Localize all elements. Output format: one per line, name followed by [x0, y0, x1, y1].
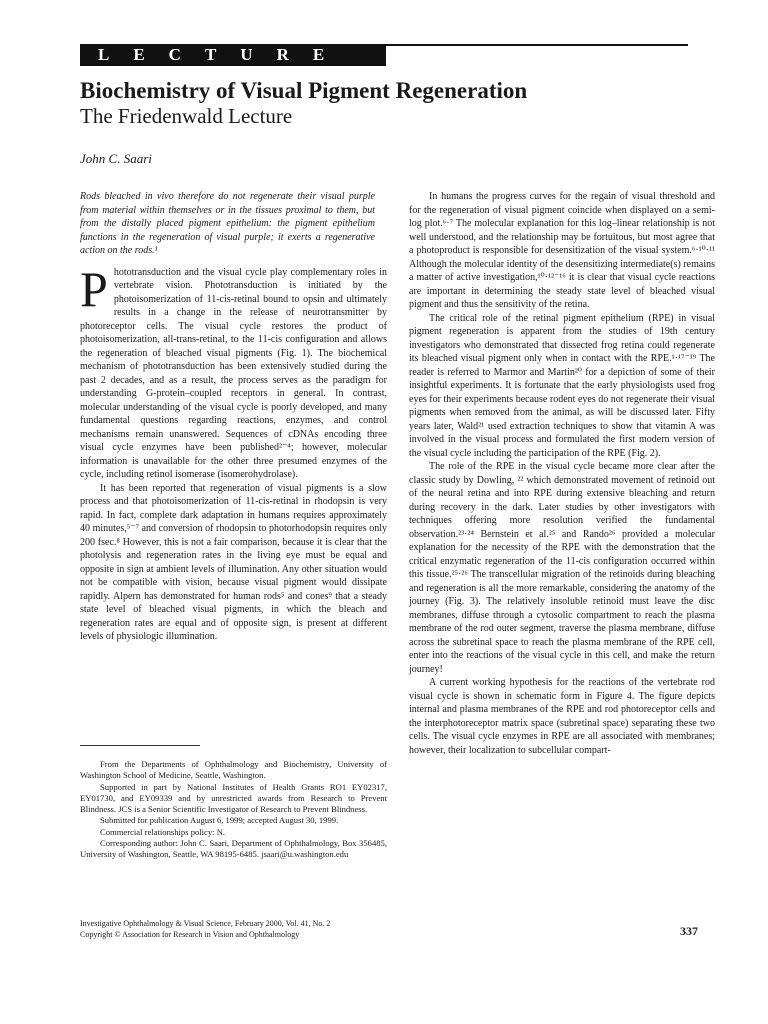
paragraph: It has been reported that regeneration of visual pigments is a slow process and that photoisomerization of 11-cis-retinal in rhodopsin is very rapid. In fact, complete dark adaptation in humans requires approximately 40 minutes,⁵⁻⁷ and conversion of rhodopsin to photorhodopsin requires only 200 fsec.⁸ However, this is not a fair comparison, because it is clear that the photolysis and regeneration rates in the living eye must be equal and opposite in sign at ambient levels of illumination. Any other situation would not be compatible with vision, because visual pigment would dissipate rapidly. Alpern has demonstrated for human rods⁵ and cones⁹ that a steady state level of bleached visual pigments, in which the bleach and regeneration rates are equal and of opposite sign, is present at different levels of physiologic illumination.	[80, 482, 387, 642]
page-number: 337	[680, 924, 698, 938]
paragraph: The critical role of the retinal pigment epithelium (RPE) in visual pigment regeneration is apparent from the studies of 19th century investigators who demonstrated that dissected frog retina could regenerate its bleached visual pigment only when in contact with the RPE.¹·¹⁷⁻¹⁹ The reader is referred to Marmor and Martin²⁰ for a depiction of some of their insightful experiments. It is fortunate that the early physiologists used frog eyes for their experiments because rodent eyes do not regenerate their visual pigments when removed from the animal, as will be discussed later. Fifty years later, Wald²¹ used extraction techniques to show that vitamin A was involved in the visual process and formulated the first modern version of the visual cycle including the participation of the RPE (Fig. 2).	[409, 312, 715, 459]
footnote-affiliation: From the Departments of Ophthalmology and Biochemistry, University of Washington School of Medicine, Seattle, Washington.	[80, 759, 387, 781]
section-label: LECTURE	[98, 45, 349, 64]
paragraph: A current working hypothesis for the reactions of the vertebrate rod visual cycle is shown in schematic form in Figure 4. The figure depicts internal and plasma membranes of the RPE and rod photoreceptor cells and the interphotoreceptor matrix space (subretinal space) separating these two cells. The visual cycle enzymes in RPE are all associated with membranes; however, their localization to subcellular compart-	[409, 677, 715, 756]
footnote-submission: Submitted for publication August 6, 1999; accepted August 30, 1999.	[100, 815, 339, 826]
drop-cap: P	[80, 260, 108, 317]
footnote-relationships: Commercial relationships policy: N.	[100, 826, 226, 837]
paragraph-text: hototransduction and the visual cycle play complementary roles in vertebrate vision. Phototransduction is initiated by the photoisomerization of 11-cis-retinal bound to opsin and ultimately results in a change in the release of neurotransmitter by photoreceptor cells. The visual cycle restores the product of photoisomerization, all-trans-retinal, to the 11-cis configuration and allows the regeneration of bleached visual pigments (Fig. 1). The biochemical mechanism of phototransduction has been extensively studied during the past 2 decades, and as a result, the process serves as the paradigm for understanding G-protein–coupled receptors in general. In contrast, molecular understanding of the visual cycle is poorly developed, and many fundamental questions regarding reactions, enzymes, and control mechanisms remain unanswered. Sequences of cDNAs encoding three visual cycle enzymes have been published²⁻⁴; however, molecular information is unavailable for the other three presumed enzymes of the cycle, including retinol isomerase (isomerohydrolase).	[80, 266, 387, 480]
article-subtitle: The Friedenwald Lecture	[80, 104, 293, 128]
journal-name: Investigative Ophthalmology & Visual Science, February 2000, Vol. 41, No. 2	[80, 919, 331, 928]
epigraph: Rods bleached in vivo therefore do not regenerate their visual purple from material within themselves or in the tissues proximal to them, but from the distally placed pigment epithelium: the pigment epithelium functions in the regeneration of visual purple; it exerts a regenerative action on the rods.¹	[80, 191, 375, 256]
footnote-support: Supported in part by National Institutes of Health Grants RO1 EY02317, EY01730, and EY09339 and by unrestricted awards from Research to Prevent Blindness. JCS is a Senior Scientific Investigator of Research to Prevent Blindness.	[80, 781, 387, 815]
article-title: Biochemistry of Visual Pigment Regeneration	[80, 78, 528, 103]
paragraph: The role of the RPE in the visual cycle became more clear after the classic study by Dowling, ²² which demonstrated movement of retinoid out of the neural retina and into RPE during extensive bleaching and return during recovery in the dark. Later studies by other investigators with techniques offering more resolution verified the fundamental observation.²³·²⁴ Bernstein et al.²⁵ and Rando²⁶ provided a molecular explanation for the necessity of the RPE with the demonstration that the critical enzymatic regeneration of the 11-cis configuration occurred within this tissue.²⁵·²⁶ The transcellular migration of the retinoids during bleaching and regeneration is all the more remarkable, considering the anatomy of the journey (Fig. 3). The relatively insoluble retinoid must leave the disc membranes, diffuse through a cytosolic compartment to reach the plasma membrane of the rod outer segment, traverse the plasma membrane, diffuse across the subretinal space to reach the plasma membrane of the RPE cell, enter into the reactions of the visual cycle in this cell, and make the return journey!	[409, 461, 715, 675]
paragraph: In humans the progress curves for the regain of visual threshold and for the regeneration of visual pigment coincide when displayed on a semi-log plot.⁶·⁷ The molecular explanation for this log–linear relationship is not well understood, and the relationship may be fortuitous, but most agree that a photoproduct is responsible for desensitization of the visual system.⁶·¹⁰·¹¹ Although the molecular identity of the desensitizing intermediate(s) remains a matter of active investigation,¹⁰·¹²⁻¹⁶ it is clear that visual cycle reactions are important in determining the steady state level of bleached visual pigment and thus the sensitivity of the retina.	[409, 191, 715, 310]
copyright: Copyright © Association for Research in Vision and Ophthalmology	[80, 930, 300, 939]
footnote-correspondence: Corresponding author: John C. Saari, Department of Ophthalmology, Box 356485, University of Washington, Seattle, WA 98195-6485. jsaari@u.washington.edu	[80, 838, 387, 860]
paragraph	[80, 260, 387, 482]
section-banner	[80, 44, 386, 66]
footnote-divider	[80, 745, 200, 746]
author-name: John C. Saari	[80, 151, 152, 166]
journal-citation	[80, 918, 500, 940]
header-rule	[386, 44, 688, 46]
right-column	[409, 190, 715, 757]
footnotes	[80, 759, 387, 861]
left-column	[80, 190, 387, 644]
